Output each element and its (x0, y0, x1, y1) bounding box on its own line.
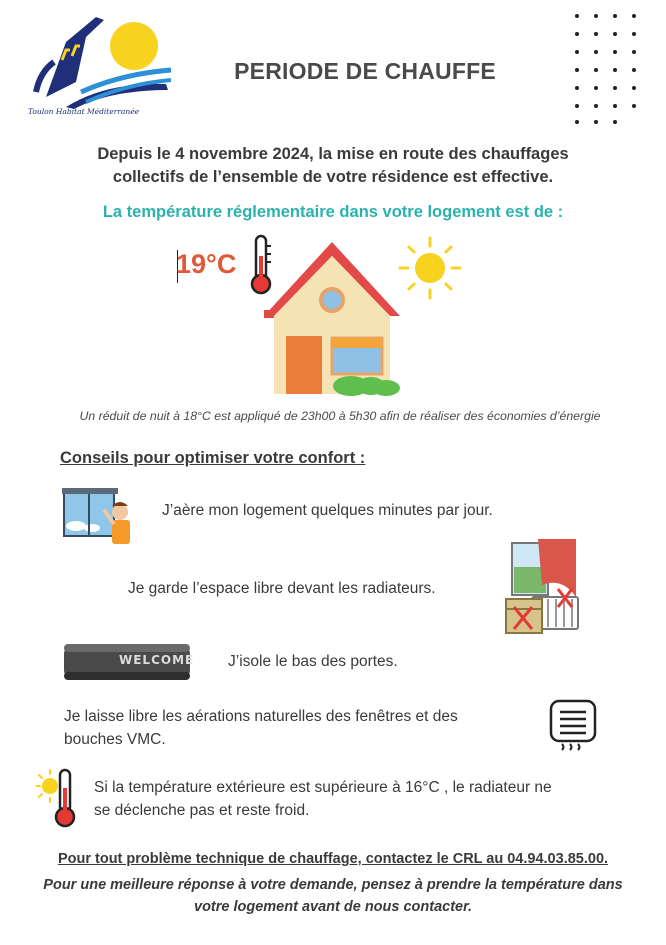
footer-advice-line-1: Pour une meilleure réponse à votre demande, pensez à prendre la température dans (43, 877, 623, 893)
tip-vents (64, 705, 458, 751)
door-draft-stopper-icon (64, 640, 195, 682)
tip-vents-line-2: bouches VMC. (64, 731, 166, 748)
house-icon (256, 236, 408, 398)
logo-tagline: Toulon Habitat Méditerranée (28, 107, 140, 116)
intro-text (30, 143, 636, 189)
tip-outside-line-2: se déclenche pas et reste froid. (94, 802, 310, 819)
intro-line-2: collectifs de l’ensemble de votre résidence est effective. (112, 168, 554, 186)
dot-grid-decoration (572, 10, 652, 125)
temperature-value: 19°C (176, 249, 237, 279)
vmc-vent-icon (548, 698, 598, 754)
intro-line-1: Depuis le 4 novembre 2024, la mise en route des chauffages (97, 145, 569, 163)
doormat-word: WELCOME (119, 653, 195, 667)
footer-advice (10, 874, 656, 918)
tip-doors: J’isole le bas des portes. (228, 653, 398, 670)
sun-icon (396, 234, 464, 302)
advice-heading: Conseils pour optimiser votre confort : (60, 449, 366, 467)
tip-outside-line-1: Si la température extérieure est supérieure à 16°C , le radiateur ne (94, 779, 552, 796)
tip-aerate: J’aère mon logement quelques minutes par jour. (162, 502, 493, 519)
contact-line: Pour tout problème technique de chauffage, contactez le CRL au 04.94.03.85.00. (57, 851, 609, 867)
tip-outside-temperature (94, 776, 552, 822)
page-title: PERIODE DE CHAUFFE (234, 58, 496, 84)
radiator-obstructed-icon (502, 537, 582, 637)
footer-advice-line-2: votre logement avant de nous contacter. (194, 899, 472, 915)
regulation-text: La température réglementaire dans votre logement est de : (102, 203, 564, 221)
open-window-icon (62, 488, 140, 550)
night-reduction-note: Un réduit de nuit à 18°C est appliqué de 23h00 à 5h30 afin de réaliser des économies d’énergie (79, 409, 601, 423)
tip-vents-line-1: Je laisse libre les aérations naturelles des fenêtres et des (64, 708, 458, 725)
sun-thermometer-icon (36, 766, 82, 830)
tip-radiators: Je garde l’espace libre devant les radiateurs. (128, 580, 436, 597)
